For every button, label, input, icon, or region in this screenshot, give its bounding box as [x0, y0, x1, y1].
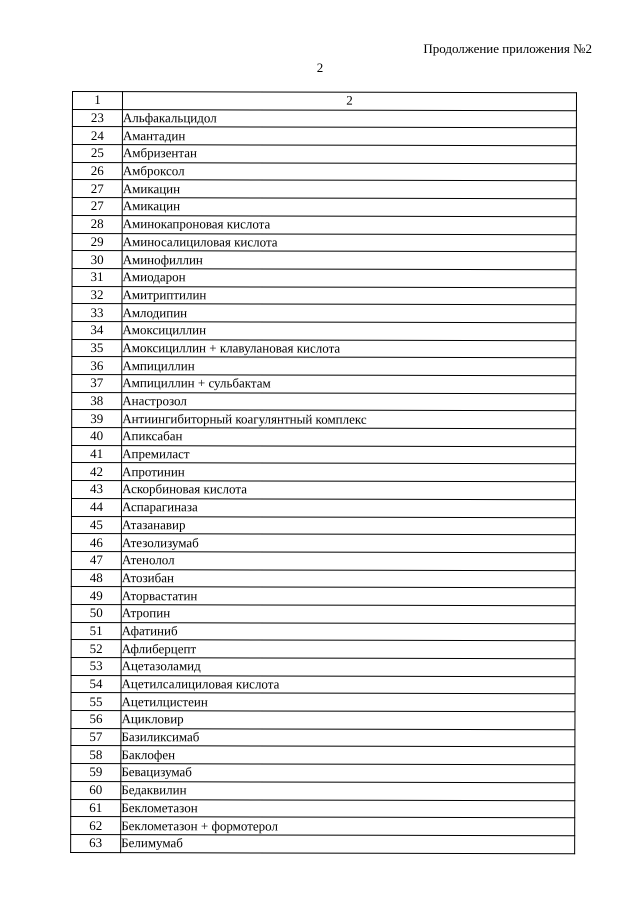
row-number-cell: 47 — [71, 551, 121, 569]
drug-list-table — [70, 91, 577, 854]
table-row — [71, 534, 575, 553]
table-row — [71, 604, 575, 623]
column-header-number: 1 — [72, 92, 122, 110]
row-number-cell: 23 — [72, 109, 122, 127]
drug-name-cell: Бевацизумаб — [121, 764, 575, 783]
table-row — [72, 268, 576, 287]
row-number-cell: 53 — [71, 657, 121, 675]
table-row — [71, 746, 575, 765]
drug-name-cell: Ампициллин — [122, 357, 576, 376]
drug-name-cell: Аторвастатин — [121, 587, 575, 606]
row-number-cell: 44 — [71, 498, 121, 516]
drug-name-cell: Беклометазон + формотерол — [121, 817, 575, 836]
row-number-cell: 63 — [71, 834, 121, 852]
row-number-cell: 43 — [72, 481, 122, 499]
row-number-cell: 57 — [71, 728, 121, 746]
table-row — [72, 251, 576, 270]
table-row — [72, 145, 576, 164]
table-header-row — [72, 92, 576, 111]
table-row — [72, 180, 576, 199]
drug-name-cell: Атазанавир — [121, 516, 575, 535]
drug-name-cell: Апиксабан — [122, 428, 576, 447]
row-number-cell: 60 — [71, 781, 121, 799]
row-number-cell: 56 — [71, 711, 121, 729]
table-row — [72, 198, 576, 217]
row-number-cell: 42 — [72, 463, 122, 481]
row-number-cell: 51 — [71, 622, 121, 640]
drug-name-cell: Анастрозол — [122, 392, 576, 411]
row-number-cell: 58 — [71, 746, 121, 764]
row-number-cell: 61 — [71, 799, 121, 817]
row-number-cell: 62 — [71, 817, 121, 835]
table-row — [72, 463, 576, 482]
table-row — [71, 675, 575, 694]
table-row — [72, 162, 576, 181]
row-number-cell: 46 — [71, 534, 121, 552]
table-row — [71, 640, 575, 659]
row-number-cell: 24 — [72, 127, 122, 145]
drug-name-cell: Альфакальцидол — [122, 109, 576, 128]
table-row — [71, 834, 575, 853]
table-row — [72, 375, 576, 394]
table-row — [72, 304, 576, 323]
row-number-cell: 33 — [72, 304, 122, 322]
row-number-cell: 49 — [71, 587, 121, 605]
drug-name-cell: Ацетилсалициловая кислота — [121, 675, 575, 694]
drug-name-cell: Аминосалициловая кислота — [122, 233, 576, 252]
table-row — [71, 551, 575, 570]
row-number-cell: 26 — [72, 162, 122, 180]
drug-name-cell: Аминокапроновая кислота — [122, 215, 576, 234]
row-number-cell: 37 — [72, 375, 122, 393]
table-row — [71, 728, 575, 747]
drug-name-cell: Апротинин — [122, 463, 576, 482]
drug-name-cell: Амоксициллин — [122, 322, 576, 341]
table-row — [71, 711, 575, 730]
table-row — [71, 498, 575, 517]
drug-name-cell: Беклометазон — [121, 799, 575, 818]
drug-name-cell: Афлиберцепт — [121, 640, 575, 659]
drug-name-cell: Амикацин — [122, 198, 576, 217]
table-row — [72, 233, 576, 252]
drug-name-cell: Амлодипин — [122, 304, 576, 323]
table-row — [71, 657, 575, 676]
table-row — [71, 587, 575, 606]
drug-name-cell: Ацетазоламид — [121, 658, 575, 677]
row-number-cell: 27 — [72, 198, 122, 216]
row-number-cell: 27 — [72, 180, 122, 198]
table-body — [71, 109, 577, 853]
drug-name-cell: Атозибан — [121, 569, 575, 588]
row-number-cell: 34 — [72, 321, 122, 339]
drug-name-cell: Амброксол — [122, 162, 576, 181]
row-number-cell: 54 — [71, 675, 121, 693]
drug-name-cell: Ампициллин + сульбактам — [122, 375, 576, 394]
drug-name-cell: Амбризентан — [122, 145, 576, 164]
row-number-cell: 59 — [71, 764, 121, 782]
row-number-cell: 55 — [71, 693, 121, 711]
row-number-cell: 50 — [71, 604, 121, 622]
drug-name-cell: Ацетилцистеин — [121, 693, 575, 712]
row-number-cell: 30 — [72, 251, 122, 269]
table-row — [72, 127, 576, 146]
drug-name-cell: Амоксициллин + клавулановая кислота — [122, 339, 576, 358]
drug-name-cell: Атезолизумаб — [121, 534, 575, 553]
table-row — [72, 357, 576, 376]
table-row — [72, 215, 576, 234]
row-number-cell: 32 — [72, 286, 122, 304]
table-row — [72, 445, 576, 464]
row-number-cell: 29 — [72, 233, 122, 251]
table-row — [72, 392, 576, 411]
row-number-cell: 45 — [71, 516, 121, 534]
appendix-continuation-note: Продолжение приложения №2 — [423, 41, 592, 56]
row-number-cell: 31 — [72, 268, 122, 286]
drug-name-cell: Амантадин — [122, 127, 576, 146]
table-row — [72, 286, 576, 305]
row-number-cell: 38 — [72, 392, 122, 410]
drug-name-cell: Бедаквилин — [121, 781, 575, 800]
row-number-cell: 40 — [72, 428, 122, 446]
drug-name-cell: Амитриптилин — [122, 286, 576, 305]
drug-name-cell: Базиликсимаб — [121, 728, 575, 747]
table-row — [72, 481, 576, 500]
table-row — [71, 693, 575, 712]
table-row — [72, 339, 576, 358]
table-row — [71, 516, 575, 535]
drug-name-cell: Атропин — [121, 605, 575, 624]
row-number-cell: 35 — [72, 339, 122, 357]
drug-name-cell: Атенолол — [121, 551, 575, 570]
table-row — [72, 321, 576, 340]
table-row — [71, 781, 575, 800]
drug-name-cell: Апремиласт — [122, 445, 576, 464]
drug-name-cell: Аскорбиновая кислота — [122, 481, 576, 500]
table-row — [72, 109, 576, 128]
row-number-cell: 48 — [71, 569, 121, 587]
row-number-cell: 28 — [72, 215, 122, 233]
column-header-name: 2 — [122, 92, 576, 111]
row-number-cell: 39 — [72, 410, 122, 428]
table-row — [71, 622, 575, 641]
row-number-cell: 25 — [72, 145, 122, 163]
page-number: 2 — [316, 60, 324, 75]
drug-name-cell: Амиодарон — [122, 268, 576, 287]
drug-name-cell: Белимумаб — [121, 834, 575, 853]
table-row — [71, 569, 575, 588]
table-row — [71, 764, 575, 783]
table-row — [71, 799, 575, 818]
drug-name-cell: Аспарагиназа — [121, 498, 575, 517]
table-row — [71, 817, 575, 836]
drug-name-cell: Амикацин — [122, 180, 576, 199]
drug-name-cell: Ацикловир — [121, 711, 575, 730]
drug-name-cell: Антиингибиторный коагулянтный комплекс — [122, 410, 576, 429]
table-row — [72, 410, 576, 429]
drug-name-cell: Аминофиллин — [122, 251, 576, 270]
row-number-cell: 52 — [71, 640, 121, 658]
table-row — [72, 428, 576, 447]
drug-name-cell: Афатиниб — [121, 622, 575, 641]
drug-name-cell: Баклофен — [121, 746, 575, 765]
row-number-cell: 41 — [72, 445, 122, 463]
row-number-cell: 36 — [72, 357, 122, 375]
